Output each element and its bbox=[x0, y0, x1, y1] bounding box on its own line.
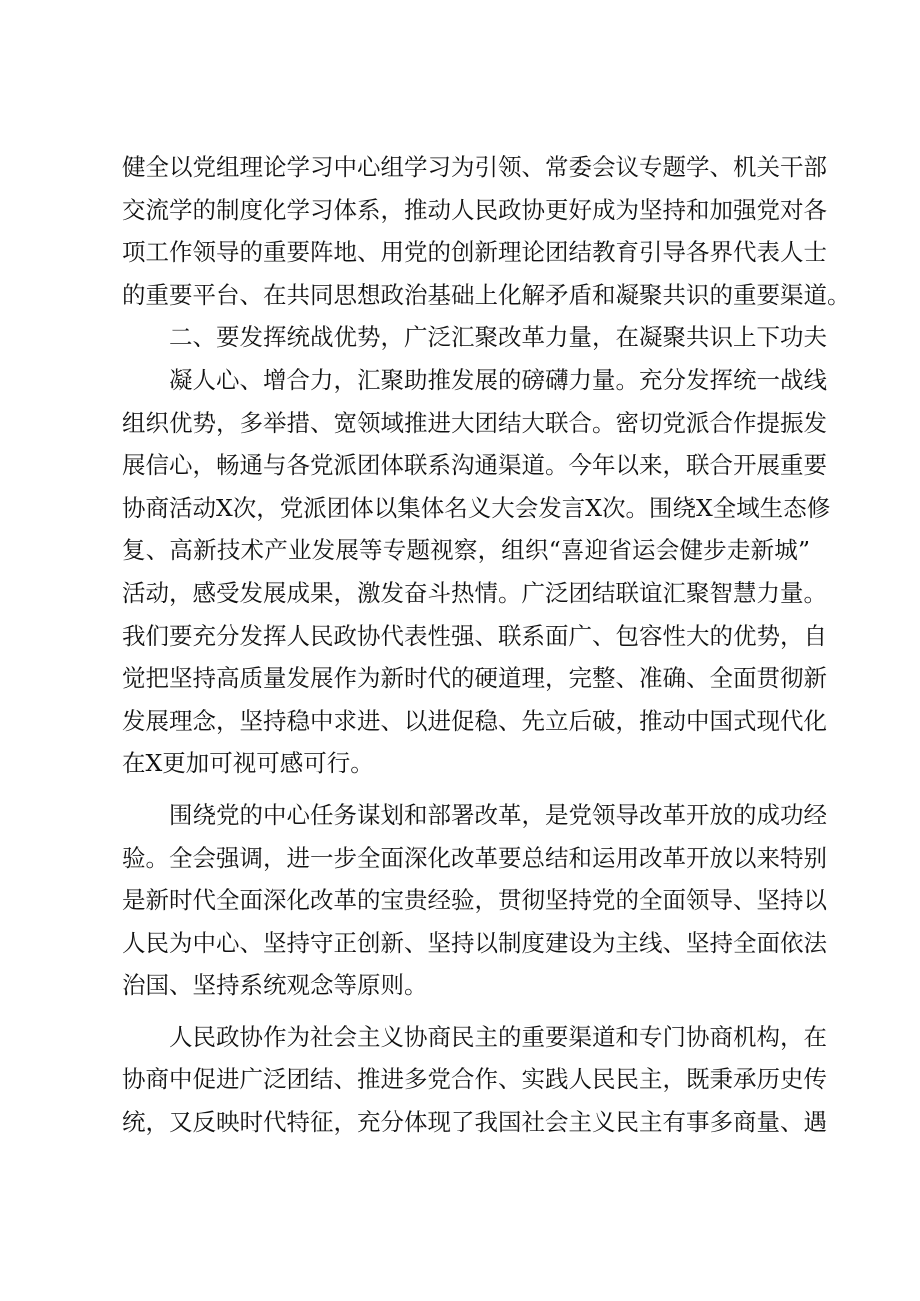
text-line: 围绕党的中心任务谋划和部署改革，是党领导改革开放的成功经 bbox=[169, 800, 827, 829]
text-line: 的重要平台、在共同思想政治基础上化解矛盾和凝聚共识的重要渠道。 bbox=[122, 280, 851, 309]
text-line: 复、高新技术产业发展等专题视察，组织“喜迎省运会健步走新城” bbox=[122, 536, 810, 565]
section-heading bbox=[122, 316, 827, 359]
text-line: 治国、坚持系统观念等原则。 bbox=[122, 971, 428, 1000]
text-line: 人民为中心、坚持守正创新、坚持以制度建设为主线、坚持全面依法 bbox=[122, 928, 827, 957]
paragraph bbox=[122, 794, 827, 1007]
heading-text: 二、要发挥统战优势，广泛汇聚改革力量，在凝聚共识上下功夫 bbox=[169, 323, 827, 352]
text-line: 我们要充分发挥人民政协代表性强、联系面广、包容性大的优势，自 bbox=[122, 621, 827, 650]
text-line: 协商中促进广泛团结、推进多党合作、实践人民民主，既秉承历史传 bbox=[122, 1065, 827, 1094]
text-line: 在X更加可视可感可行。 bbox=[122, 749, 374, 778]
paragraph bbox=[122, 359, 831, 785]
text-line: 验。全会强调，进一步全面深化改革要总结和运用改革开放以来特别 bbox=[122, 843, 827, 872]
text-line: 发展理念，坚持稳中求进、以进促稳、先立后破，推动中国式现代化 bbox=[122, 706, 827, 735]
text-line: 凝人心、增合力，汇聚助推发展的磅礴力量。充分发挥统一战线 bbox=[169, 365, 827, 394]
text-line: 协商活动X次，党派团体以集体名义大会发言X次。围绕X全域生态修 bbox=[122, 493, 831, 522]
text-line: 统，又反映时代特征，充分体现了我国社会主义民主有事多商量、遇 bbox=[122, 1108, 827, 1137]
paragraph-gap bbox=[122, 785, 810, 794]
text-line: 交流学的制度化学习体系，推动人民政协更好成为坚持和加强党对各 bbox=[122, 195, 827, 224]
text-line: 组织优势，多举措、宽领域推进大团结大联合。密切党派合作提振发 bbox=[122, 408, 827, 437]
text-line: 展信心，畅通与各党派团体联系沟通渠道。今年以来，联合开展重要 bbox=[122, 451, 827, 480]
text-line: 活动，感受发展成果，激发奋斗热情。广泛团结联谊汇聚智慧力量。 bbox=[122, 578, 827, 607]
paragraph bbox=[122, 1016, 827, 1144]
paragraph-gap bbox=[122, 1007, 810, 1016]
text-line: 觉把坚持高质量发展作为新时代的硬道理，完整、准确、全面贯彻新 bbox=[122, 664, 827, 693]
text-line: 项工作领导的重要阵地、用党的创新理论团结教育引导各界代表人士 bbox=[122, 238, 827, 267]
paragraph bbox=[122, 146, 851, 316]
text-line: 健全以党组理论学习中心组学习为引领、常委会议专题学、机关干部 bbox=[122, 153, 827, 181]
text-line: 人民政协作为社会主义协商民主的重要渠道和专门协商机构，在 bbox=[169, 1022, 827, 1051]
document-body bbox=[122, 146, 851, 1144]
text-line: 是新时代全面深化改革的宝贵经验，贯彻坚持党的全面领导、坚持以 bbox=[122, 886, 827, 915]
